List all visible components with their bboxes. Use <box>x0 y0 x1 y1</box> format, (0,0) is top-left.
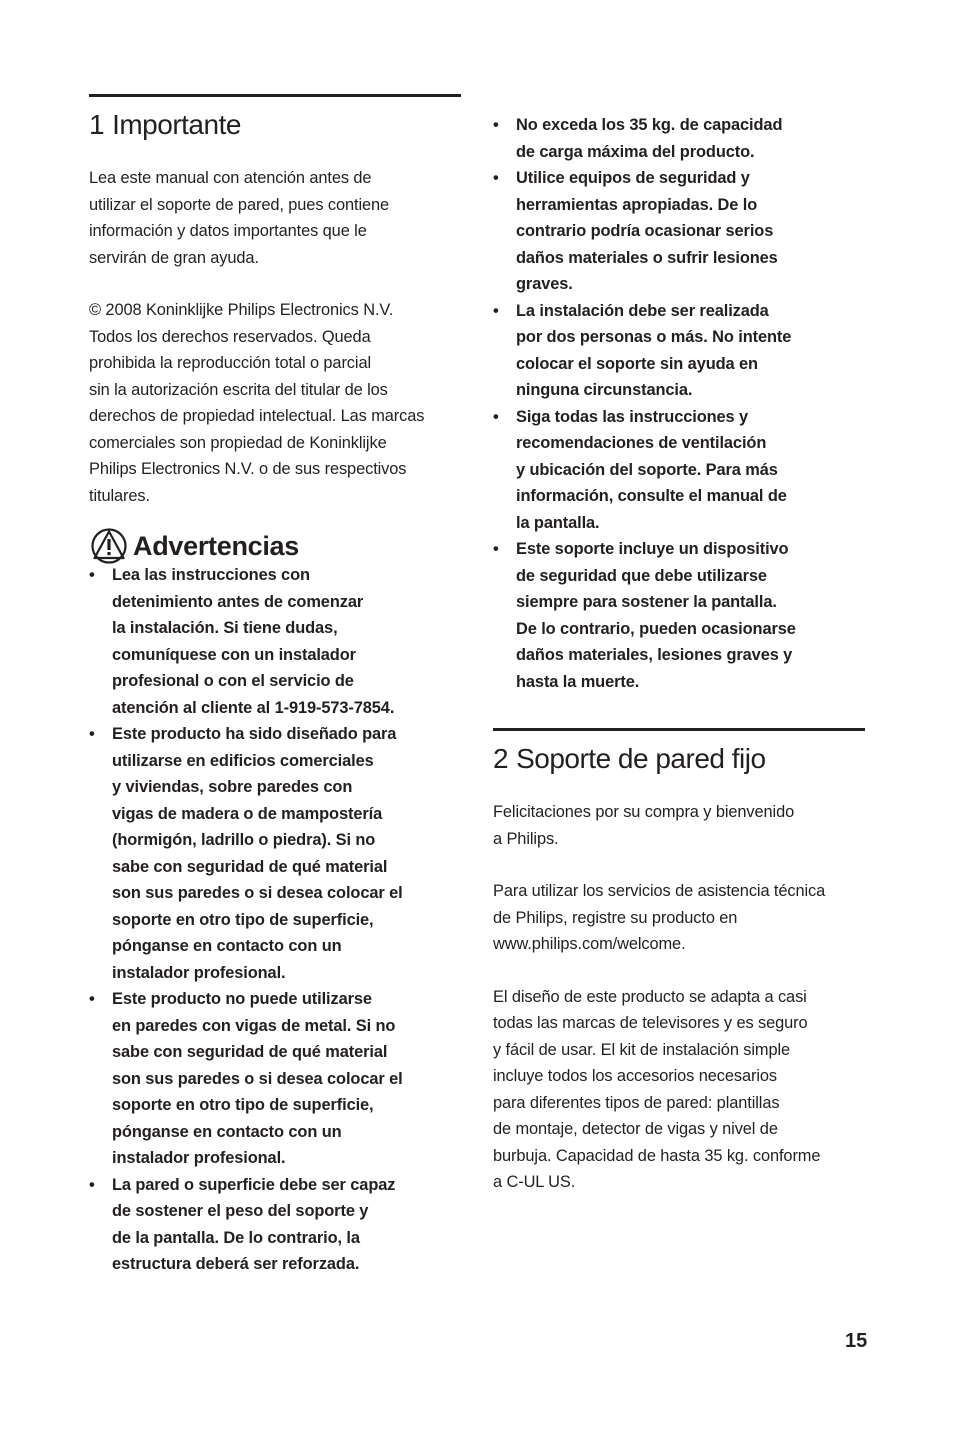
bullet: • <box>493 540 499 558</box>
list-item <box>89 562 461 721</box>
list-item <box>89 721 461 986</box>
list-item-text: Lea las instrucciones con detenimiento antes de comenzar la instalación. Si tiene dudas, comuníquese con un instalador profesional o con el servicio de atención al cliente al 1-919-573-7854. <box>112 566 395 717</box>
list-item <box>493 112 865 165</box>
registration-paragraph: Para utilizar los servicios de asistencia técnica de Philips, registre su producto en www.philips.com/welcome. <box>493 882 826 953</box>
bullet: • <box>493 407 499 426</box>
warnings-title: Advertencias <box>133 530 299 561</box>
warnings-heading <box>89 529 461 563</box>
right-column <box>493 112 865 1196</box>
list-item-text: La instalación debe ser realizada por dos personas o más. No intente colocar el soporte sin ayuda en ninguna circunstancia. <box>516 301 792 399</box>
bullet: • <box>493 116 499 134</box>
section-2-heading <box>493 743 865 775</box>
bullet: • <box>89 725 95 743</box>
list-item <box>89 1172 461 1278</box>
list-item-text: Siga todas las instrucciones y recomendaciones de ventilación y ubicación del soporte. Para más información, consulte el manual de la pantalla. <box>516 407 787 532</box>
list-item-text: Este soporte incluye un dispositivo de seguridad que debe utilizarse siempre para sostener la pantalla. De lo contrario, pueden ocasionarse daños materiales, lesiones graves y hasta la muerte. <box>516 540 796 691</box>
page-number: 15 <box>845 1330 868 1352</box>
list-item-text: No exceda los 35 kg. de capacidad de carga máxima del producto. <box>516 116 783 161</box>
section-1-title: Importante <box>112 109 241 140</box>
bullet: • <box>493 169 499 187</box>
section-1-number: 1 <box>89 109 105 140</box>
bullet: • <box>493 301 499 320</box>
list-item-text: La pared o superficie debe ser capaz de sostener el peso del soporte y de la pantalla. De lo contrario, la estructura deberá ser reforzada. <box>112 1175 396 1273</box>
list-item <box>493 404 865 537</box>
left-column <box>89 94 461 1278</box>
list-item-text: Este producto no puede utilizarse en paredes con vigas de metal. Si no sabe con seguridad de qué material son sus paredes o si desea colocar el soporte en otro tipo de superficie, pónganse en contacto con un instalador profesional. <box>112 990 403 1167</box>
intro-paragraph: Lea este manual con atención antes de utilizar el soporte de pared, pues contiene información y datos importantes que le servirán de gran ayuda. <box>89 169 390 267</box>
warnings-list-right <box>493 112 865 695</box>
section-2-number: 2 <box>493 743 509 774</box>
list-item-text: Este producto ha sido diseñado para utilizarse en edificios comerciales y viviendas, sobre paredes con vigas de madera o de mampostería (hormigón, ladrillo o piedra). Si no sabe con seguridad de qué material son sus paredes o si desea colocar el soporte en otro tipo de superficie, pónganse en contacto con un instalador profesional. <box>112 725 403 982</box>
section-2-rule <box>493 728 865 731</box>
copyright-paragraph: © 2008 Koninklijke Philips Electronics N.V. Todos los derechos reservados. Queda prohibida la reproducción total o parcial sin la autorización escrita del titular de los derechos de propiedad intelectual. Las marcas comerciales son propiedad de Koninklijke Philips Electronics N.V. o de sus respectivos titulares. <box>89 301 425 505</box>
section-1-rule <box>89 94 461 97</box>
bullet: • <box>89 1175 95 1194</box>
section-2-title: Soporte de pared fijo <box>516 743 766 774</box>
warning-icon <box>89 528 129 564</box>
list-item <box>493 536 865 695</box>
list-item <box>89 986 461 1172</box>
bullet: • <box>89 990 95 1008</box>
list-item-text: Utilice equipos de seguridad y herramientas apropiadas. De lo contrario podría ocasionar serios daños materiales o sufrir lesiones graves. <box>516 169 778 293</box>
welcome-paragraph: Felicitaciones por su compra y bienvenido a Philips. <box>493 803 795 848</box>
list-item <box>493 298 865 404</box>
bullet: • <box>89 566 95 584</box>
warnings-list-left <box>89 562 461 1278</box>
list-item <box>493 165 865 298</box>
section-1-heading <box>89 109 461 141</box>
product-description-paragraph: El diseño de este producto se adapta a casi todas las marcas de televisores y es seguro y fácil de usar. El kit de instalación simple incluye todos los accesorios necesarios para diferentes tipos de pared: plantillas de montaje, detector de vigas y nivel de burbuja. Capacidad de hasta 35 kg. conforme a C-UL US. <box>493 987 821 1191</box>
